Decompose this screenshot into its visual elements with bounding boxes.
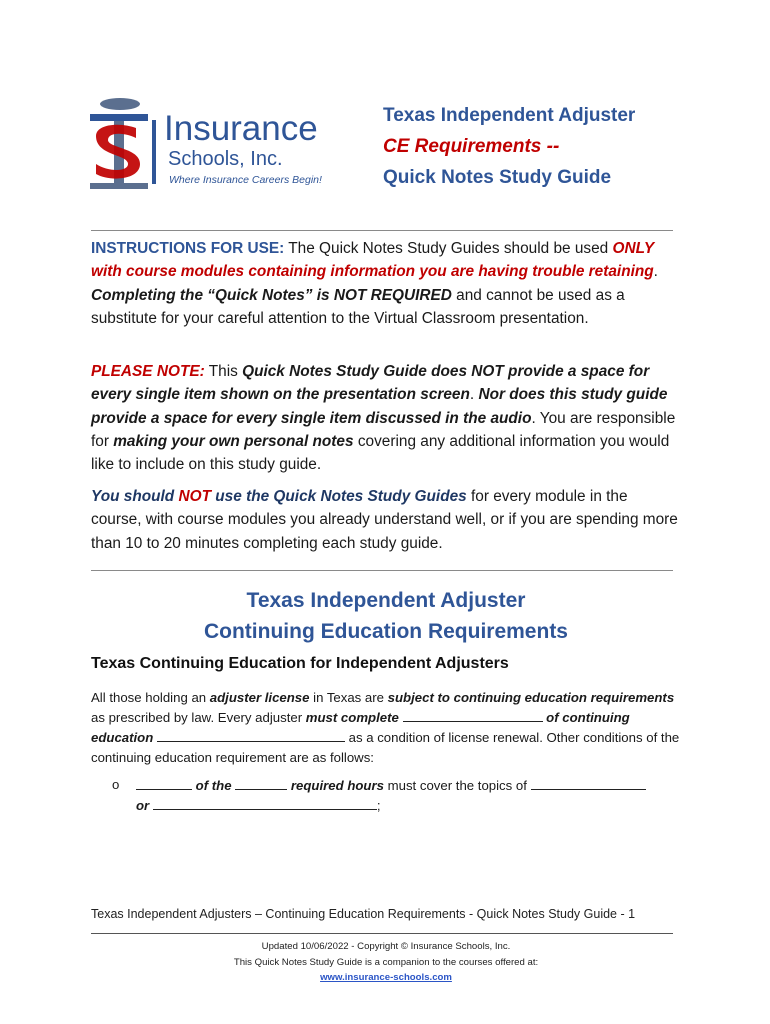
should-text-1: for every module in the course, with course modules you already understand well, or if you are spending more than 10 to 20 minutes completing each study guide. — [91, 488, 678, 552]
bullet-topics: must cover the topics of — [383, 778, 531, 793]
title-line-2: CE Requirements -- — [383, 136, 560, 157]
note-bold-3: making your own personal notes — [113, 432, 354, 450]
bullet-semicolon: ; — [376, 798, 381, 813]
running-footer: Texas Independent Adjusters – Continuing Education Requirements - Quick Notes Study Guide - 1 — [91, 907, 636, 921]
instructions-completing: Completing the “Quick Notes” is NOT REQUIRED — [91, 286, 452, 304]
note-bold-2: Nor does this study guide provide a space for every single item discussed in the audio — [91, 386, 668, 427]
usage-paragraph — [91, 485, 681, 555]
ce-text-3: as prescribed by law. Every adjuster — [91, 710, 306, 725]
blank-topic-2[interactable] — [153, 797, 377, 810]
blank-education[interactable] — [157, 729, 345, 742]
title-line-3: Quick Notes Study Guide — [383, 167, 612, 188]
instructions-only: ONLY with course modules containing information you are having trouble retaining — [91, 240, 654, 281]
logo-tagline: Where Insurance Careers Begin! — [169, 174, 322, 186]
divider-middle — [91, 570, 673, 571]
title-line-1: Texas Independent Adjuster — [383, 105, 636, 126]
ce-text-2: in Texas are — [309, 690, 388, 705]
ce-bold-1: adjuster license — [209, 690, 310, 705]
note-bold-1: Quick Notes Study Guide does NOT provide a space for every single item shown on the presentation screen — [91, 363, 650, 404]
instructions-text-1: The Quick Notes Study Guides should be used — [284, 240, 613, 257]
ce-paragraph — [91, 688, 681, 768]
note-text-1: This — [204, 363, 243, 380]
blank-total[interactable] — [235, 777, 287, 790]
ce-bold-2: subject to continuing education requirements — [387, 690, 675, 705]
note-text-3: . You are responsible for — [91, 409, 676, 450]
note-text-4: covering any additional information you would like to include on this study guide. — [91, 432, 670, 474]
ce-bold-4: of continuing education — [91, 710, 630, 745]
bullet-marker: o — [112, 777, 120, 792]
divider-footer — [91, 933, 673, 934]
please-note-paragraph — [91, 360, 681, 476]
should-bold-1: You should — [91, 488, 179, 505]
bullet-item — [136, 776, 681, 816]
instructions-paragraph — [91, 237, 681, 330]
footer-link-wrap — [91, 972, 681, 983]
document-title — [383, 100, 635, 193]
company-logo — [90, 96, 355, 192]
should-not: NOT — [178, 488, 211, 505]
ce-text-1: All those holding an — [91, 690, 210, 705]
section-title-2: Continuing Education Requirements — [203, 620, 568, 643]
should-bold-2: use the Quick Notes Study Guides — [211, 488, 467, 505]
bullet-or: or — [136, 798, 150, 813]
blank-hours[interactable] — [403, 709, 543, 722]
bullet-of-the: of the — [192, 778, 236, 793]
blank-topic-1[interactable] — [531, 777, 646, 790]
instructions-text-2: . — [653, 263, 658, 281]
bullet-required-hours: required hours — [287, 778, 384, 793]
instructions-text-3: and cannot be used as a substitute for your careful attention to the Virtual Classroom presentation. — [91, 286, 625, 327]
section-subheading: Texas Continuing Education for Independent Adjusters — [91, 655, 509, 672]
ce-text-5: as a condition of license renewal. Other conditions of the continuing education requirement are as follows: — [91, 730, 680, 765]
please-note-label: PLEASE NOTE: — [91, 363, 205, 380]
logo-brand-line2: Schools, Inc. — [168, 148, 283, 170]
footer-updated: Updated 10/06/2022 - Copyright © Insurance Schools, Inc. — [261, 941, 511, 952]
footer-companion: This Quick Notes Study Guide is a companion to the courses offered at: — [233, 957, 539, 968]
ce-bold-3: must complete — [305, 710, 399, 725]
website-link[interactable]: www.insurance-schools.com — [320, 972, 452, 983]
note-text-2: . — [469, 386, 479, 404]
blank-count[interactable] — [136, 777, 192, 790]
divider-top — [91, 230, 673, 231]
instructions-label: INSTRUCTIONS FOR USE: — [91, 240, 285, 257]
logo-brand-line1: Insurance — [164, 109, 318, 148]
section-title-1: Texas Independent Adjuster — [246, 589, 526, 612]
